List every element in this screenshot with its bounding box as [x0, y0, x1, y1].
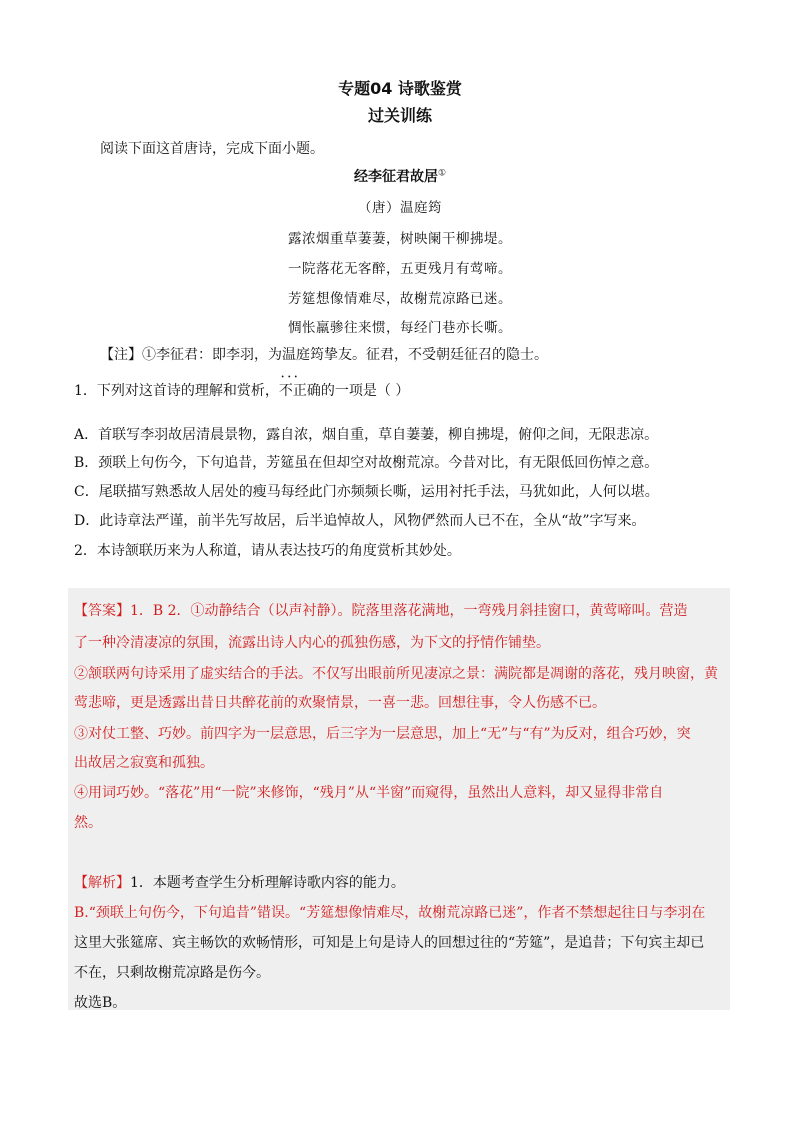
analysis-line-3: 不在，只剩故榭荒凉路是伤今。 — [74, 965, 270, 981]
analysis-first-line: 1．本题考查学生分析理解诗歌内容的能力。 — [130, 875, 405, 891]
question-1 — [74, 380, 409, 400]
analysis-conclusion: 故选B。 — [74, 995, 127, 1011]
answer-line-1: 【答案】1．B 2．①动静结合（以声衬静）。院落里落花满地，一弯残月斜挂窗口，黄莺啼叫。营造 — [74, 603, 688, 619]
option-d: D．此诗章法严谨，前半先写故居，后半追悼故人，风物俨然而人已不在，全从“故”字写来。 — [74, 513, 646, 529]
question-1-emphasis: • • • 不正确 — [279, 383, 321, 399]
footnote-mark: ① — [437, 168, 447, 179]
poem-line-1: 露浓烟重草萋萋，树映阑干柳拂堤。 — [288, 231, 512, 247]
poem-author: （唐）温庭筠 — [358, 200, 442, 216]
answer-line-7: ④用词巧妙。“落花”用“一院”来修饰，“残月”从“半窗”而窥得，虽然出人意料，却又显得非常自 — [74, 785, 664, 801]
answer-line-5: ③对仗工整、巧妙。前四字为一层意思，后三字为一层意思，加上“无”与“有”为反对，组合巧妙，突 — [74, 726, 691, 742]
question-1-prefix: 1．下列对这首诗的理解和赏析， — [74, 383, 279, 399]
answer-line-6: 出故居之寂寞和孤独。 — [74, 755, 214, 771]
answer-line-4: 莺悲啼，更是透露出昔日共醉花前的欢聚情景，一喜一悲。回想往事，令人伤感不已。 — [74, 695, 606, 711]
option-b: B．颈联上句伤今，下句追昔，芳筵虽在但却空对故榭荒凉。今昔对比，有无限低回伤悼之意。 — [74, 455, 659, 471]
analysis-line-1: B.“颈联上句伤今，下句追昔”错误。“芳筵想像情难尽，故榭荒凉路已迷”，作者不禁想起往日与李羽在 — [74, 905, 706, 921]
option-c: C．尾联描写熟悉故人居处的瘦马每经此门亦频频长嘶，运用衬托手法，马犹如此，人何以堪。 — [74, 484, 659, 500]
section-title: 过关训练 — [367, 106, 432, 125]
question-1-suffix: 的一项是（ ） — [320, 383, 410, 399]
option-a: A．首联写李羽故居清晨景物，露自浓，烟自重，草自萋萋，柳自拂堤，俯仰之间，无限悲凉。 — [74, 427, 659, 443]
reading-instruction: 阅读下面这首唐诗，完成下面小题。 — [100, 141, 324, 157]
poem-title-text: 经李征君故居 — [353, 169, 438, 185]
poem-line-4: 惆怅羸骖往来惯，每经门巷亦长嘶。 — [288, 320, 512, 336]
analysis-label: 【解析】 — [74, 875, 130, 891]
answer-line-3: ②颔联两句诗采用了虚实结合的手法。不仅写出眼前所见凄凉之景：满院都是凋谢的落花，残月映窗，黄 — [74, 666, 718, 682]
answer-line-8: 然。 — [74, 815, 102, 831]
poem-line-3: 芳筵想像情难尽，故榭荒凉路已迷。 — [288, 291, 512, 307]
topic-title: 专题04 诗歌鉴赏 — [338, 79, 462, 98]
question-2: 2．本诗颔联历来为人称道，请从表达技巧的角度赏析其妙处。 — [74, 543, 461, 559]
poem-line-2: 一院落花无客醉，五更残月有莺啼。 — [288, 261, 512, 277]
poem-title — [0, 166, 800, 186]
analysis-heading — [74, 872, 405, 892]
poem-note: 【注】①李征君：即李羽，为温庭筠挚友。征君，不受朝廷征召的隐士。 — [100, 347, 548, 363]
analysis-line-2: 这里大张筵席、宾主畅饮的欢畅情形，可知是上句是诗人的回想过往的“芳筵”，是追昔；下句宾主却已 — [74, 935, 705, 951]
answer-line-2: 了一种冷清凄凉的氛围，流露出诗人内心的孤独伤感，为下文的抒情作铺垫。 — [74, 635, 550, 651]
